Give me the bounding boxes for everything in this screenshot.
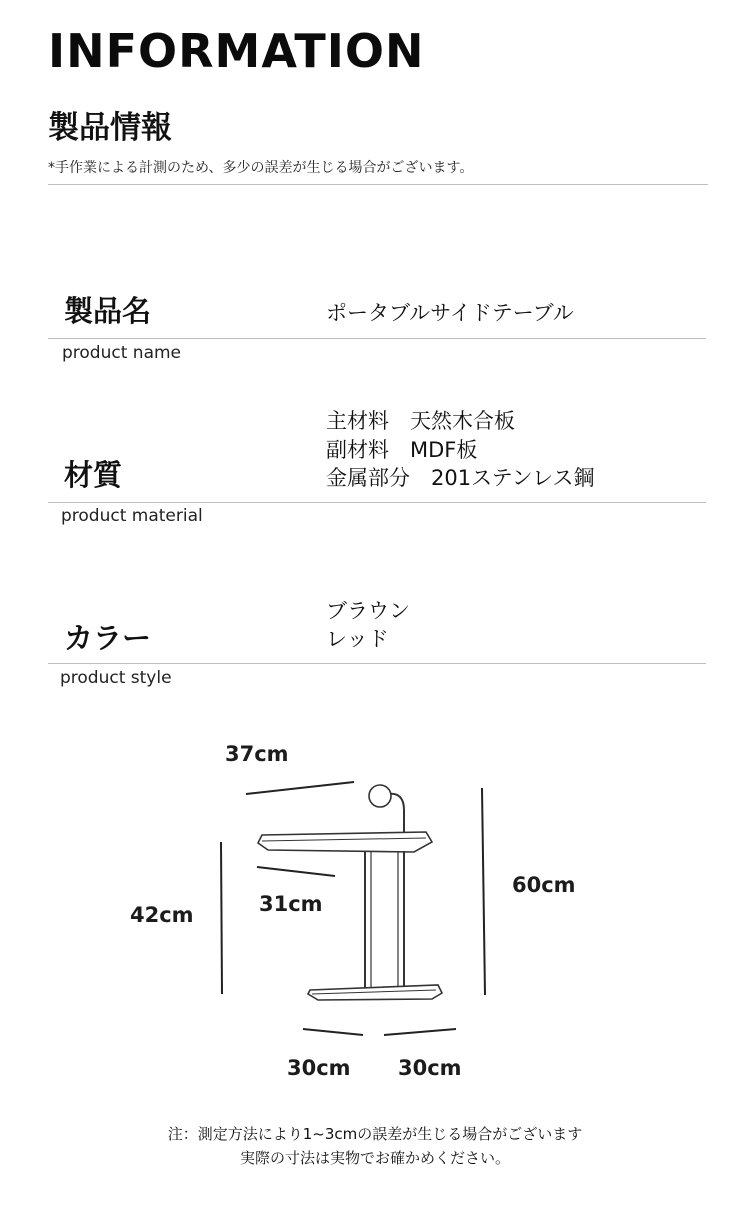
header-divider <box>48 184 708 185</box>
dimension-label-base-depth: 30cm <box>398 1056 462 1080</box>
page-title: INFORMATION <box>48 24 425 78</box>
spec-value-name: ポータブルサイドテーブル <box>326 301 574 325</box>
spec-label-name: 製品名 <box>64 294 152 328</box>
dimension-label-top-depth: 31cm <box>259 892 323 916</box>
spec-label-en-color: product style <box>60 668 172 688</box>
footer-note-line2: 実際の寸法は実物でお確かめください。 <box>239 1149 510 1167</box>
spec-divider <box>48 338 706 339</box>
table-dimension-diagram <box>0 720 750 1100</box>
spec-label-color: カラー <box>64 621 152 655</box>
footer-note-line1: 注：測定方法により1~3cmの誤差が生じる場合がございます <box>167 1125 583 1143</box>
dimension-label-table-height: 42cm <box>130 903 194 927</box>
dimension-line-table-height <box>221 842 222 994</box>
spec-label-en-material: product material <box>61 506 203 526</box>
spec-label-material: 材質 <box>64 458 123 492</box>
dimension-line-top-depth <box>257 867 335 876</box>
dimension-line-base-width <box>303 1029 363 1035</box>
spec-value-material-sub: 副材料 MDF板 <box>326 438 478 462</box>
section-title: 製品情報 <box>48 110 172 146</box>
dimension-label-top-width: 37cm <box>225 742 289 766</box>
spec-label-en-name: product name <box>62 343 181 363</box>
spec-value-color-brown: ブラウン <box>326 599 410 623</box>
measurement-note: *手作業による計測のため、多少の誤差が生じる場合がございます。 <box>48 160 474 176</box>
spec-value-material-main: 主材料 天然木合板 <box>326 409 515 433</box>
dimension-label-total-height: 60cm <box>512 873 576 897</box>
spec-divider <box>48 663 706 664</box>
spec-divider <box>48 502 706 503</box>
spec-value-material-metal: 金属部分 201ステンレス鋼 <box>326 466 595 490</box>
spec-value-color-red: レッド <box>326 627 389 651</box>
dimension-line-total-height <box>482 788 485 995</box>
dimension-line-top-width <box>246 782 354 794</box>
dimension-label-base-width: 30cm <box>287 1056 351 1080</box>
dimension-line-base-depth <box>384 1029 456 1035</box>
